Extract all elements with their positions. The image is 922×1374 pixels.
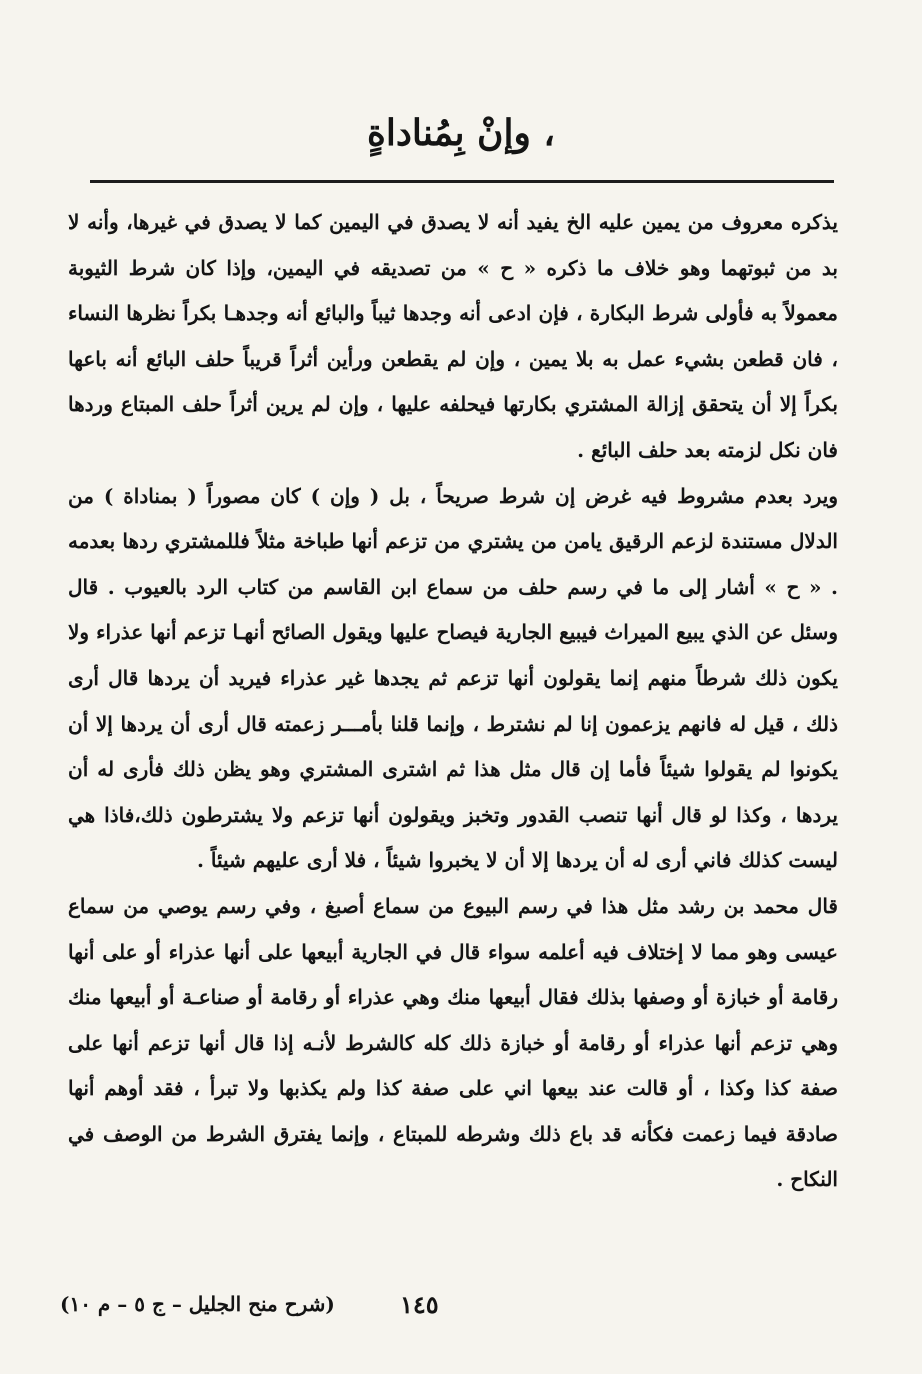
header-rule	[90, 180, 834, 183]
paragraph: يذكره معروف من يمين عليه الخ يفيد أنه لا يصدق في اليمين كما لا يصدق في غيرها، وأنه لا بد من ثبوتهما وهو خلاف ما ذكره « ح » من تصديقه في اليمين، وإذا كان شرط الثيوبة معمولاً به فأولى شرط البكارة ، فإن ادعى أنه وجدها ثيباً والبائع أنه وجدهـا بكراً نظرها النساء ، فان قطعن بشيء عمل به بلا يمين ، وإن لم يقطعن ورأين أثراً قريباً حلف البائع أنه باعها بكراً إلا أن يتحقق إزالة المشتري بكارتها فيحلفه عليها ، وإن لم يرين أثراً حلف المبتاع وردها فان نكل لزمته بعد حلف البائع .	[68, 210, 838, 462]
paragraph: قال محمد بن رشد مثل هذا في رسم البيوع من سماع أصبغ ، وفي رسم يوصي من سماع عيسى وهو مما لا إختلاف فيه أعلمه سواء قال في الجارية أبيعها على أنها عذراء أو على أنها رقامة أو خبازة أو وصفها بذلك فقال أبيعها منك وهي عذراء أو رقامة أو صناعـة أو أبيعها منك وهي تزعم أنها عذراء أو رقامة أو خبازة ذلك كله كالشرط لأنـه إذا قال أنها تزعم أنها على صفة كذا وكذا ، أو قالت عند بيعها اني على صفة كذا ولم يكذبها ولا تبرأ ، فقد أوهم أنها صادقة فيما زعمت فكأنه قد باع ذلك وشرطه للمبتاع ، وإنما يفترق الشرط من الوصف في النكاح .	[68, 893, 838, 1192]
page-footer	[60, 1290, 840, 1330]
paragraph: ويرد بعدم مشروط فيه غرض إن شرط صريحاً ، بل ( وإن ) كان مصوراً ( بمناداة ) من الدلال مستندة لزعم الرقيق يامن من يشتري من تزعم أنها طباخة مثلاً فللمشتري ردها بعدمه . « ح » أشار إلى ما في رسم حلف من سماع ابن القاسم من كتاب الرد بالعيوب . قال وسئل عن الذي يبيع الميراث فيبيع الجارية فيصاح عليها ويقول الصائح أنهـا تزعم أنها عذراء ولا يكون ذلك شرطاً منهم إنما يقولون أنها تزعم ثم يجدها غير عذراء فيريد أن يردها قال أرى ذلك ، قيل له فانهم يزعمون إنا لم نشترط ، وإنما قلنا بأمـــر زعمته قال أرى أن يردها إلا أن يكونوا لم يقولوا شيئاً فأما إن قال مثل هذا ثم اشترى المشتري وهو يظن ذلك فأرى له أن يردها ، وكذا لو قال أنها تنصب القدور وتخبز ويقولون أنها تزعم ولا يشترطون ذلك،فاذا هي ليست كذلك فاني أرى له أن يردها إلا أن لا يخبروا شيئاً ، فلا أرى عليهم شيئاً .	[68, 483, 838, 873]
body-text	[68, 200, 838, 1203]
running-header: وإنْ بِمُناداةٍ ،	[366, 112, 556, 154]
printer-signature: (شرح منح الجليل – ج ٥ – م ١٠)	[60, 1292, 335, 1316]
page-number: ١٤٥	[400, 1290, 439, 1319]
